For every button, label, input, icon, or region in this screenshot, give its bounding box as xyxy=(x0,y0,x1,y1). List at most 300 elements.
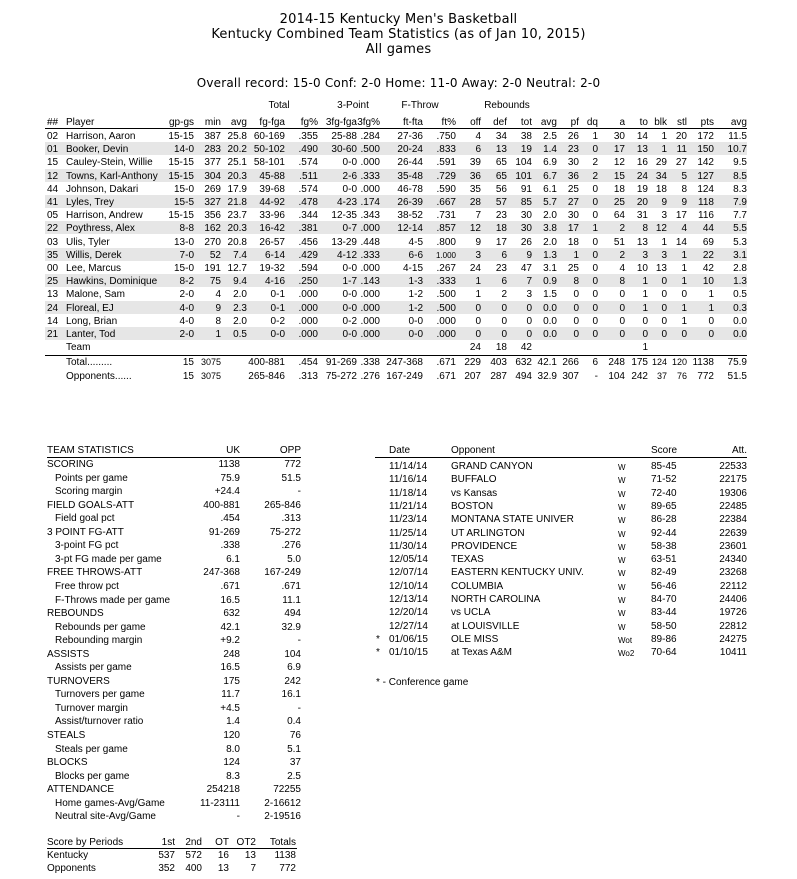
stat-cell: 356 xyxy=(204,210,221,222)
player-name: Harrison, Andrew xyxy=(66,210,143,222)
team-stat-opp: 0.4 xyxy=(287,716,301,728)
stat-cell: 34 xyxy=(495,131,507,142)
stat-cell: 307 xyxy=(562,370,579,382)
stat-cell: 20-24 xyxy=(397,144,423,156)
stat-cell: 207 xyxy=(464,370,481,382)
stat-cell: 27 xyxy=(567,197,579,208)
stat-cell: 8.3 xyxy=(733,183,747,195)
stat-cell: 38 xyxy=(520,131,532,142)
stat-cell: 9 xyxy=(681,197,687,208)
team-stats-header: UK xyxy=(226,445,240,456)
team-stat-label: FREE THROWS-ATT xyxy=(47,567,143,579)
player-name: Cauley-Stein, Willie xyxy=(66,157,153,169)
stat-cell: 377 xyxy=(204,157,221,169)
stat-cell: 1 xyxy=(681,302,687,314)
stat-cell: 2 xyxy=(501,289,507,301)
stat-cell: 0 xyxy=(526,315,532,327)
team-stat-label: FIELD GOALS-ATT xyxy=(47,499,135,511)
stat-cell: 10.7 xyxy=(727,144,747,156)
stat-cell: 2 xyxy=(592,170,598,182)
stat-cell: 36 xyxy=(567,170,579,182)
stat-cell: 4 xyxy=(619,263,625,274)
stat-cell: 5 xyxy=(681,170,687,182)
stat-cell: 15 xyxy=(47,157,59,169)
stat-cell: 30 xyxy=(567,210,579,222)
stat-cell: 1.000 xyxy=(435,250,456,260)
stat-cell: 34 xyxy=(655,170,667,182)
stat-cell: 0.5 xyxy=(233,329,247,340)
stat-cell: 0-2 xyxy=(342,315,357,327)
stat-cell: 85 xyxy=(520,197,532,208)
game-score: 83-44 xyxy=(651,607,677,619)
stat-cell: 10 xyxy=(702,276,714,288)
stat-cell: 0 xyxy=(592,249,598,261)
game-date: 12/05/14 xyxy=(389,554,428,566)
game-date: 11/23/14 xyxy=(389,514,428,526)
game-opponent: NORTH CAROLINA xyxy=(451,594,541,605)
stat-cell: 269 xyxy=(204,183,221,195)
team-stat-uk: 175 xyxy=(223,675,240,687)
stat-cell: .429 xyxy=(298,249,318,261)
stat-cell: 0 xyxy=(619,329,625,340)
column-header: a xyxy=(619,117,625,128)
stat-cell: 0.0 xyxy=(543,315,557,327)
stat-cell: 6.7 xyxy=(543,170,557,182)
team-stat-opp: 265-846 xyxy=(264,499,301,511)
column-header: Player xyxy=(66,117,95,128)
stat-cell: 1 xyxy=(573,249,579,261)
game-opponent: at Texas A&M xyxy=(451,647,512,659)
stat-cell: 27-36 xyxy=(397,131,423,142)
column-header: tot xyxy=(520,117,532,128)
team-stat-opp: 11.1 xyxy=(282,594,301,606)
stat-cell: 101 xyxy=(515,170,532,182)
stat-cell: 20 xyxy=(675,131,687,142)
stat-cell: 0-0 xyxy=(342,289,357,301)
stat-cell: 400-881 xyxy=(248,357,285,369)
stat-cell: .355 xyxy=(298,131,318,142)
schedule-header: Opponent xyxy=(451,445,495,456)
stat-cell: 2.0 xyxy=(233,315,247,327)
stat-cell: 0 xyxy=(661,276,667,288)
team-stat-label: Home games-Avg/Game xyxy=(55,797,165,809)
team-stat-label: Neutral site-Avg/Game xyxy=(55,811,156,823)
game-date: 12/07/14 xyxy=(389,567,428,579)
stat-cell: 8 xyxy=(215,315,221,327)
stat-cell: 5.5 xyxy=(733,223,747,235)
stat-cell: 2 xyxy=(592,157,598,169)
stat-cell: .857 xyxy=(436,223,456,235)
stat-cell: .500 xyxy=(436,302,456,314)
stat-cell: .344 xyxy=(298,210,318,222)
game-opponent: BUFFALO xyxy=(451,474,497,486)
stat-cell: 10 xyxy=(636,263,648,274)
stat-cell: 19 xyxy=(636,183,648,195)
stat-cell: 403 xyxy=(490,357,507,369)
player-name: Willis, Derek xyxy=(66,249,122,261)
stat-cell: .731 xyxy=(436,210,456,222)
stat-cell: 13 xyxy=(655,263,667,274)
stat-cell: 1-7 xyxy=(342,276,357,288)
stat-cell: 30 xyxy=(520,210,532,222)
stat-cell: .729 xyxy=(436,170,456,182)
team-stat-label: ATTENDANCE xyxy=(47,784,115,796)
team-stat-uk: .671 xyxy=(220,580,240,592)
game-result: W xyxy=(618,516,626,526)
team-stat-opp: 5.1 xyxy=(287,743,301,755)
stat-cell: 1 xyxy=(681,249,687,261)
stat-cell: .000 xyxy=(436,329,456,340)
team-stat-opp: 772 xyxy=(284,459,301,470)
stat-cell: 1 xyxy=(475,276,481,288)
stat-cell: .250 xyxy=(298,276,318,288)
stat-cell: 0 xyxy=(592,315,598,327)
stat-cell: 18 xyxy=(495,223,507,235)
stat-cell: 0 xyxy=(592,197,598,208)
game-opponent: MONTANA STATE UNIVER xyxy=(451,514,574,526)
stat-cell: 8-2 xyxy=(179,276,194,288)
stat-cell: 15 xyxy=(613,170,625,182)
stat-cell: 0 xyxy=(592,289,598,301)
stat-cell: 4-15 xyxy=(402,263,423,274)
stat-cell: 3.1 xyxy=(733,249,747,261)
team-stat-uk: 120 xyxy=(223,730,240,741)
team-stat-opp: 16.1 xyxy=(281,689,301,701)
stat-cell: 1 xyxy=(681,315,687,327)
stat-cell: 91 xyxy=(520,183,532,195)
stat-cell: 21.8 xyxy=(227,197,247,208)
stat-cell: 494 xyxy=(515,370,532,382)
stat-cell: 18 xyxy=(567,236,579,248)
stat-cell: .000 xyxy=(436,315,456,327)
stat-cell: 9.5 xyxy=(733,157,747,169)
stat-cell: 0 xyxy=(592,302,598,314)
game-score: 86-28 xyxy=(651,514,677,526)
stat-cell: 3 xyxy=(475,249,481,261)
stat-cell: 3 xyxy=(526,289,532,301)
stat-cell: 1 xyxy=(681,263,687,274)
period-header: OT2 xyxy=(236,837,256,848)
game-date: 11/18/14 xyxy=(389,487,428,499)
game-score: 63-51 xyxy=(651,554,677,566)
stat-cell: 24 xyxy=(47,302,59,314)
stat-cell: 6.1 xyxy=(543,183,557,195)
column-header: off xyxy=(470,117,481,128)
game-score: 56-46 xyxy=(651,580,677,592)
stat-cell: 9.4 xyxy=(233,276,247,288)
game-date: 01/06/15 xyxy=(389,633,428,645)
game-opponent: BOSTON xyxy=(451,500,494,512)
column-header: stl xyxy=(677,117,687,128)
player-name: Ulis, Tyler xyxy=(66,236,110,248)
stat-cell: 2-6 xyxy=(342,170,357,182)
stat-cell: 6-14 xyxy=(264,249,285,261)
team-stat-label: Scoring margin xyxy=(55,486,123,498)
stat-cell: 30 xyxy=(613,131,625,142)
stat-cell: 3.1 xyxy=(543,263,557,274)
stat-cell: 0 xyxy=(501,302,507,314)
game-score: 58-50 xyxy=(651,620,677,632)
stat-cell: 39 xyxy=(469,157,481,169)
stat-cell: .833 xyxy=(436,144,456,156)
stat-cell: 6 xyxy=(475,144,481,156)
team-stat-label: Field goal pct xyxy=(55,513,115,525)
team-stat-uk: - xyxy=(236,811,240,823)
column-header: fg% xyxy=(300,117,318,128)
stat-cell: 24 xyxy=(469,342,481,354)
game-result: Wot xyxy=(618,635,633,645)
stat-cell: 127 xyxy=(697,170,714,182)
period-header: Totals xyxy=(269,837,296,848)
stat-cell: 1 xyxy=(681,276,687,288)
stat-cell: 27 xyxy=(675,157,687,169)
stat-cell: 0 xyxy=(501,315,507,327)
game-date: 12/27/14 xyxy=(389,620,428,632)
stat-cell: 229 xyxy=(464,357,481,369)
team-stat-label: F-Throws made per game xyxy=(55,594,171,606)
stat-cell: .750 xyxy=(436,131,456,142)
stat-cell: 25-88 xyxy=(331,131,357,142)
stat-cell: 75 xyxy=(209,276,221,288)
game-opponent: GRAND CANYON xyxy=(451,461,533,472)
team-stat-opp: - xyxy=(297,702,301,714)
game-attendance: 22639 xyxy=(719,527,747,539)
team-stat-label: Assists per game xyxy=(55,662,132,674)
stat-cell: 65 xyxy=(495,170,507,182)
stat-cell: 387 xyxy=(204,131,221,142)
stat-cell: 0 xyxy=(708,315,714,327)
period-header: OT xyxy=(215,837,229,848)
team-stat-opp: 494 xyxy=(284,608,301,620)
stat-cell: 29 xyxy=(655,157,667,169)
stat-cell: 2 xyxy=(619,249,625,261)
stat-cell: 18 xyxy=(495,342,507,354)
stat-cell: 22 xyxy=(702,249,714,261)
stat-cell: 4 xyxy=(215,289,221,301)
team-stat-uk: +24.4 xyxy=(214,486,240,498)
stat-cell: 25 xyxy=(567,263,579,274)
stat-cell: 0-1 xyxy=(270,302,285,314)
game-attendance: 22533 xyxy=(719,461,747,472)
team-stat-uk: 8.0 xyxy=(226,743,240,755)
column-header: min xyxy=(204,117,221,128)
stat-cell: .276 xyxy=(360,370,380,382)
team-stat-uk: 247-368 xyxy=(203,567,240,579)
stat-cell: 75-272 xyxy=(325,370,357,382)
stat-cell: 6.9 xyxy=(543,157,557,169)
team-stat-label: SCORING xyxy=(47,459,94,470)
team-stat-uk: .454 xyxy=(220,513,240,525)
team-stat-opp: .313 xyxy=(281,513,301,525)
stat-cell: 0 xyxy=(592,210,598,222)
period-score: 7 xyxy=(250,862,256,874)
stat-cell: 0-7 xyxy=(342,223,357,235)
stat-cell: 0 xyxy=(526,329,532,340)
team-stat-label: REBOUNDS xyxy=(47,608,104,620)
team-stats-header: TEAM STATISTICS xyxy=(47,445,134,456)
game-attendance: 19306 xyxy=(719,487,747,499)
stat-cell: 13 xyxy=(636,144,648,156)
stat-cell: 3 xyxy=(661,210,667,222)
team-stat-uk: 75.9 xyxy=(220,472,240,484)
stat-cell: 56 xyxy=(495,183,507,195)
stat-cell: 4-12 xyxy=(336,249,357,261)
stat-cell: 01 xyxy=(47,144,59,156)
stat-cell: 8-8 xyxy=(179,223,194,235)
schedule-header: Att. xyxy=(731,445,747,456)
stat-cell: 20.3 xyxy=(227,170,247,182)
stat-cell: 15-15 xyxy=(168,170,194,182)
period-score: 1138 xyxy=(274,850,296,861)
player-name: Opponents...... xyxy=(66,370,132,382)
stat-cell: 25.8 xyxy=(227,131,247,142)
stat-cell: 0-0 xyxy=(408,315,423,327)
stat-cell: 247-368 xyxy=(386,357,423,369)
stat-cell: 65 xyxy=(495,157,507,169)
stat-cell: 0-1 xyxy=(270,289,285,301)
stat-cell: 2-0 xyxy=(179,289,194,301)
stat-cell: 4-16 xyxy=(264,276,285,288)
stat-cell: 0.5 xyxy=(733,289,747,301)
team-stat-uk: +4.5 xyxy=(220,702,240,714)
stat-cell: 0 xyxy=(592,263,598,274)
stat-cell: 0-0 xyxy=(342,263,357,274)
stat-cell: 283 xyxy=(204,144,221,156)
stat-cell: 0.0 xyxy=(543,302,557,314)
team-stat-opp: 37 xyxy=(289,757,301,769)
stat-cell: .000 xyxy=(298,329,318,340)
stat-cell: 20.8 xyxy=(227,236,247,248)
stat-cell: 47 xyxy=(520,263,532,274)
stat-cell: 00 xyxy=(47,263,59,274)
stat-cell: 2 xyxy=(619,223,625,235)
team-stat-uk: 6.1 xyxy=(226,553,240,565)
team-stat-label: TURNOVERS xyxy=(47,675,110,687)
stat-cell: 0 xyxy=(573,329,579,340)
game-result: W xyxy=(618,622,626,632)
team-stat-opp: 51.5 xyxy=(281,472,301,484)
stat-cell: 20.3 xyxy=(227,223,247,235)
stat-cell: 7-0 xyxy=(179,249,194,261)
stat-cell: 51.5 xyxy=(727,370,747,382)
team-stat-uk: 42.1 xyxy=(220,621,240,633)
player-name: Team xyxy=(66,342,91,354)
stat-cell: 4 xyxy=(681,223,687,235)
stat-cell: 17 xyxy=(567,223,579,235)
stat-cell: 15-5 xyxy=(173,197,194,208)
period-team: Opponents xyxy=(47,862,96,874)
stat-cell: 266 xyxy=(562,357,579,369)
stat-cell: 632 xyxy=(515,357,532,369)
stat-cell: 17 xyxy=(613,144,625,156)
game-score: 85-45 xyxy=(651,461,677,472)
stat-cell: .333 xyxy=(360,249,380,261)
stat-cell: 42 xyxy=(520,342,532,354)
team-stat-label: Turnovers per game xyxy=(55,689,145,701)
game-opponent: vs Kansas xyxy=(451,487,498,499)
team-stat-label: Rebounding margin xyxy=(55,635,143,647)
stat-cell: 0 xyxy=(661,329,667,340)
stat-cell: 0.0 xyxy=(733,329,747,340)
team-stat-uk: 91-269 xyxy=(208,526,240,538)
team-stat-label: Turnover margin xyxy=(55,702,128,714)
stat-cell: .574 xyxy=(298,157,318,169)
stat-cell: 12 xyxy=(47,170,59,182)
game-attendance: 22384 xyxy=(719,514,747,526)
stat-cell: 0 xyxy=(573,289,579,301)
game-opponent: UT ARLINGTON xyxy=(451,527,525,539)
stat-cell: 1 xyxy=(475,289,481,301)
stat-cell: 05 xyxy=(47,210,59,222)
stat-cell: 17 xyxy=(675,210,687,222)
stat-cell: 33-96 xyxy=(259,210,285,222)
stat-cell: 0 xyxy=(708,329,714,340)
stat-cell: 0 xyxy=(592,276,598,288)
game-date: 11/16/14 xyxy=(389,474,428,486)
stat-cell: 3075 xyxy=(200,370,221,381)
stat-cell: 4-0 xyxy=(179,315,194,327)
stat-cell: 120 xyxy=(671,357,687,368)
stat-cell: 0 xyxy=(592,183,598,195)
team-stat-opp: 5.0 xyxy=(287,553,301,565)
team-stat-uk: 11.7 xyxy=(221,689,240,701)
stat-cell: 12 xyxy=(613,157,625,169)
stat-cell: 57 xyxy=(495,197,507,208)
game-result: W xyxy=(618,529,626,539)
stat-cell: 25 xyxy=(567,183,579,195)
stat-cell: .267 xyxy=(436,263,456,274)
stat-cell: 28 xyxy=(469,197,481,208)
column-header: pts xyxy=(700,117,714,128)
stat-cell: 35 xyxy=(469,183,481,195)
stat-cell: - xyxy=(594,370,598,382)
player-name: Lee, Marcus xyxy=(66,263,122,274)
stat-cell: 4-23 xyxy=(336,197,357,208)
stat-cell: 0-0 xyxy=(408,329,423,340)
stat-cell: 0-0 xyxy=(342,183,357,195)
stat-cell: 0 xyxy=(661,315,667,327)
team-stat-uk: 1.4 xyxy=(226,716,240,728)
stat-cell: .478 xyxy=(298,197,318,208)
stat-cell: 69 xyxy=(702,236,714,248)
report-scope: All games xyxy=(365,42,432,57)
stat-cell: 1-2 xyxy=(408,302,423,314)
stat-cell: 19 xyxy=(520,144,532,156)
stat-cell: 1 xyxy=(642,289,648,301)
stat-cell: .343 xyxy=(360,210,380,222)
team-stat-uk: .338 xyxy=(220,540,240,552)
stat-cell: 104 xyxy=(608,370,625,382)
stat-cell: 0 xyxy=(642,329,648,340)
stat-cell: 30 xyxy=(520,223,532,235)
stat-cell: .000 xyxy=(298,315,318,327)
player-name: Lanter, Tod xyxy=(66,329,116,340)
team-stat-opp: .276 xyxy=(281,540,301,552)
stat-cell: 23 xyxy=(495,263,507,274)
stat-cell: 38-52 xyxy=(397,210,423,222)
game-opponent: EASTERN KENTUCKY UNIV. xyxy=(451,567,584,579)
game-score: 92-44 xyxy=(651,527,677,539)
stat-cell: 242 xyxy=(631,370,648,382)
stat-cell: 26 xyxy=(520,236,532,248)
stat-cell: .000 xyxy=(298,302,318,314)
report-subtitle: Kentucky Combined Team Statistics (as of Jan 10, 2015) xyxy=(211,27,586,42)
stat-cell: .000 xyxy=(360,263,380,274)
stat-cell: 1 xyxy=(215,329,221,340)
stat-cell: .667 xyxy=(436,197,456,208)
stat-cell: 44 xyxy=(702,223,714,235)
period-team: Kentucky xyxy=(47,850,89,861)
